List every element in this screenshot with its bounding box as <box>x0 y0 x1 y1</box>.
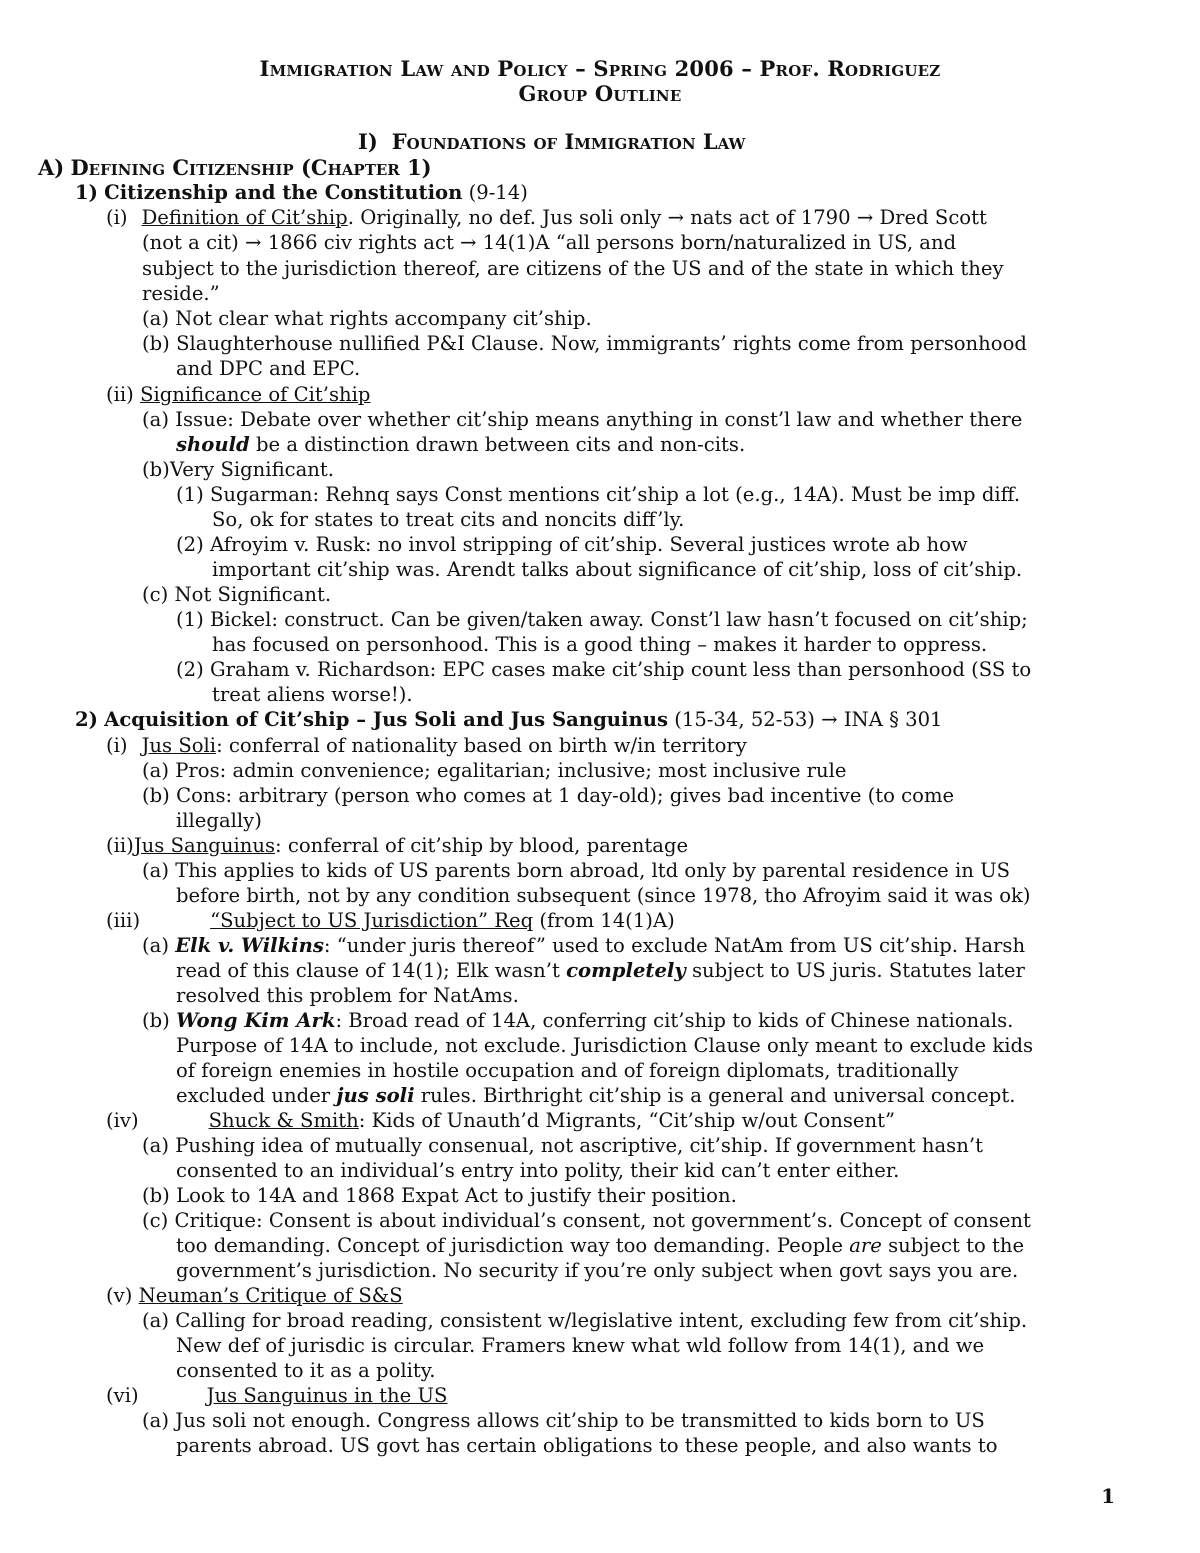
outline-item-2-iv <box>106 1108 895 1133</box>
case-name: Elk v. Wilkins <box>175 934 324 957</box>
item-number: (vi) <box>106 1384 139 1407</box>
outline-item-2 <box>75 707 943 732</box>
item-text: Not Significant. <box>174 583 332 606</box>
outline-item-1-ii-b-1 <box>176 482 1020 507</box>
outline-item-1-ii-c <box>142 582 331 607</box>
item-text-line: has focused on personhood. This is a good thing – makes it harder to oppress. <box>212 633 988 656</box>
outline-item-1-ii-b <box>142 457 334 482</box>
item-label: Shuck & Smith <box>208 1109 359 1132</box>
item-number: (a) <box>142 1409 169 1432</box>
item-text: subject to the <box>881 1234 1025 1257</box>
item-title: Acquisition of Cit’ship – Jus Soli and Jus Sanguinus <box>104 708 668 731</box>
item-number: (ii) <box>106 383 134 406</box>
case-name: Wong Kim Ark <box>176 1009 336 1032</box>
item-text: Afroyim v. Rusk: no invol stripping of cit’ship. Several justices wrote ab how <box>210 533 968 556</box>
item-text: Graham v. Richardson: EPC cases make cit’ship count less than personhood (SS to <box>210 658 1032 681</box>
item-text: subject to US juris. Statutes later <box>685 959 1025 982</box>
item-number: (a) <box>142 859 169 882</box>
outline-item-2-iii-b <box>142 1008 1013 1033</box>
item-number: (2) <box>176 533 204 556</box>
item-text-line: New def of jurisdic is circular. Framers knew what wld follow from 14(1), and we <box>176 1334 985 1357</box>
part-number: I) <box>358 129 378 154</box>
page-number: 1 <box>1101 1484 1115 1508</box>
item-number: (ii) <box>106 834 134 857</box>
item-text-line: consented to an individual’s entry into polity, their kid can’t enter either. <box>176 1159 900 1182</box>
outline-item-1-ii-c-1 <box>176 607 1028 632</box>
outline-item-2-iv-a <box>142 1133 983 1158</box>
item-number: (a) <box>142 1134 169 1157</box>
item-number: (i) <box>106 206 128 229</box>
page-range: (9-14) <box>468 181 528 204</box>
item-text: Look to 14A and 1868 Expat Act to justify their position. <box>176 1184 737 1207</box>
item-text-line: important cit’ship was. Arendt talks about significance of cit’ship, loss of cit’ship. <box>212 558 1023 581</box>
outline-item-2-ii-a <box>142 858 1010 883</box>
item-text: excluded under <box>176 1084 337 1107</box>
item-number: (i) <box>106 734 128 757</box>
section-a-heading <box>38 155 432 181</box>
item-number: (v) <box>106 1284 133 1307</box>
section-a-title: Defining Citizenship (Chapter 1) <box>70 155 432 180</box>
item-number: (c) <box>142 1209 169 1232</box>
item-number: (a) <box>142 307 169 330</box>
outline-item-1-ii <box>106 382 370 407</box>
item-text-line: (not a cit) → 1866 civ rights act → 14(1)A “all persons born/naturalized in US, and <box>142 231 957 254</box>
outline-item-2-i <box>106 733 747 758</box>
outline-item-2-v-a <box>142 1308 1027 1333</box>
item-number: (b) <box>142 1009 170 1032</box>
item-text: Pros: admin convenience; egalitarian; inclusive; most inclusive rule <box>175 759 847 782</box>
item-number: 1) <box>75 181 98 204</box>
item-text-line: and DPC and EPC. <box>176 357 361 380</box>
item-text-line: subject to the jurisdiction thereof, are citizens of the US and of the state in which they <box>142 257 1004 280</box>
item-text: too demanding. Concept of jurisdiction way too demanding. People <box>176 1234 850 1257</box>
item-text-line: illegally) <box>176 809 262 832</box>
outline-item-2-vi <box>106 1383 447 1408</box>
document-title: Immigration Law and Policy – Spring 2006 – Prof. Rodriguez <box>259 56 941 81</box>
item-text-line: of foreign enemies in hostile occupation and of foreign diplomats, traditionally <box>176 1059 959 1082</box>
item-text: : conferral of nationality based on birth w/in territory <box>216 734 747 757</box>
item-text: : Kids of Unauth’d Migrants, “Cit’ship w/out Consent” <box>358 1109 896 1132</box>
item-text: Cons: arbitrary (person who comes at 1 day-old); gives bad incentive (to come <box>176 784 955 807</box>
item-text: . Originally, no def. Jus soli only → nats act of 1790 → Dred Scott <box>347 206 987 229</box>
item-text: Bickel: construct. Can be given/taken away. Const’l law hasn’t focused on cit’ship; <box>210 608 1028 631</box>
item-text: Pushing idea of mutually consenual, not ascriptive, cit’ship. If government hasn’t <box>175 1134 983 1157</box>
item-number: (b) <box>142 332 170 355</box>
item-number: (b) <box>142 458 170 481</box>
item-text-line: before birth, not by any condition subsequent (since 1978, tho Afroyim said it was ok) <box>176 884 1031 907</box>
outline-item-2-i-a <box>142 758 847 783</box>
emphasis-text: are <box>849 1234 882 1257</box>
item-label: Jus Soli <box>141 734 217 757</box>
part-title: Foundations of Immigration Law <box>391 129 746 154</box>
item-number: (iv) <box>106 1109 139 1132</box>
emphasis-text: should <box>176 433 250 456</box>
item-title: Citizenship and the Constitution <box>104 181 463 204</box>
outline-item-2-i-b <box>142 783 954 808</box>
outline-item-2-iii-a <box>142 933 1025 958</box>
outline-item-2-ii <box>106 833 688 858</box>
outline-item-2-iv-b <box>142 1183 737 1208</box>
outline-item-1-i-a <box>142 306 592 331</box>
item-text-line: parents abroad. US govt has certain obligations to these people, and also wants to <box>176 1434 998 1457</box>
item-number: (a) <box>142 1309 169 1332</box>
emphasis-text: completely <box>566 959 686 982</box>
item-number: (2) <box>176 658 204 681</box>
item-text: Not clear what rights accompany cit’ship. <box>175 307 592 330</box>
document-subtitle: Group Outline <box>518 81 682 106</box>
item-number: (a) <box>142 759 169 782</box>
item-text-line <box>176 1233 1024 1258</box>
outline-item-1-ii-a <box>142 407 1022 432</box>
item-text-line: reside.” <box>142 282 220 305</box>
item-text: be a distinction drawn between cits and non-cits. <box>249 433 746 456</box>
item-number: (iii) <box>106 909 141 932</box>
outline-item-2-iv-c <box>142 1208 1031 1233</box>
item-text-line: Purpose of 14A to include, not exclude. Jurisdiction Clause only meant to exclude kids <box>176 1034 1034 1057</box>
item-number: (1) <box>176 483 204 506</box>
item-number: (a) <box>142 934 169 957</box>
item-number: (b) <box>142 1184 170 1207</box>
outline-item-2-v <box>106 1283 403 1308</box>
emphasis-text: jus soli <box>336 1084 415 1107</box>
item-number: (b) <box>142 784 170 807</box>
item-text: Slaughterhouse nullified P&I Clause. Now, immigrants’ rights come from personhood <box>176 332 1027 355</box>
item-text: : conferral of cit’ship by blood, parentage <box>275 834 689 857</box>
item-text: Calling for broad reading, consistent w/legislative intent, excluding few from cit’ship. <box>175 1309 1028 1332</box>
outline-item-1-i <box>106 205 987 230</box>
outline-item-1 <box>75 180 528 205</box>
item-text: Issue: Debate over whether cit’ship means anything in const’l law and whether there <box>175 408 1023 431</box>
item-text: Jus soli not enough. Congress allows cit’ship to be transmitted to kids born to US <box>175 1409 985 1432</box>
item-text-line: government’s jurisdiction. No security if you’re only subject when govt says you are. <box>176 1259 1019 1282</box>
item-text: Very Significant. <box>169 458 335 481</box>
item-label: Significance of Cit’ship <box>140 383 371 406</box>
item-text-line <box>176 1083 1015 1108</box>
item-label: Jus Sanguinus <box>133 834 276 857</box>
item-number: (c) <box>142 583 169 606</box>
outline-item-2-vi-a <box>142 1408 985 1433</box>
outline-item-1-ii-c-2 <box>176 657 1031 682</box>
section-a-number: A) <box>38 155 65 180</box>
item-text-line <box>176 432 745 457</box>
page-range: (15-34, 52-53) → INA § 301 <box>668 708 943 731</box>
item-text-line <box>176 958 1025 983</box>
item-number: (a) <box>142 408 169 431</box>
item-text-line: resolved this problem for NatAms. <box>176 984 519 1007</box>
item-text-line: treat aliens worse!). <box>212 683 413 706</box>
outline-item-1-i-b <box>142 331 1027 356</box>
item-number: (1) <box>176 608 204 631</box>
item-label: Jus Sanguinus in the US <box>206 1384 448 1407</box>
item-number: 2) <box>75 708 98 731</box>
item-text: Critique: Consent is about individual’s consent, not government’s. Concept of consent <box>174 1209 1031 1232</box>
item-text: This applies to kids of US parents born abroad, ltd only by parental residence in US <box>175 859 1011 882</box>
outline-item-1-ii-b-2 <box>176 532 968 557</box>
item-text: : “under juris thereof” used to exclude NatAm from US cit’ship. Harsh <box>323 934 1026 957</box>
item-text: : Broad read of 14A, conferring cit’ship to kids of Chinese nationals. <box>335 1009 1014 1032</box>
item-label: Neuman’s Critique of S&S <box>138 1284 403 1307</box>
item-text-line: consented to it as a polity. <box>176 1359 436 1382</box>
item-text: (from 14(1)A) <box>533 909 675 932</box>
part-heading <box>358 129 745 155</box>
item-label: Definition of Cit’ship <box>141 206 348 229</box>
item-text: rules. Birthright cit’ship is a general and universal concept. <box>414 1084 1016 1107</box>
item-label: “Subject to US Jurisdiction” Req <box>210 909 534 932</box>
outline-item-2-iii <box>106 908 675 933</box>
item-text: read of this clause of 14(1); Elk wasn’t <box>176 959 567 982</box>
item-text: Sugarman: Rehnq says Const mentions cit’ship a lot (e.g., 14A). Must be imp diff. <box>210 483 1021 506</box>
item-text-line: So, ok for states to treat cits and noncits diff’ly. <box>212 508 685 531</box>
